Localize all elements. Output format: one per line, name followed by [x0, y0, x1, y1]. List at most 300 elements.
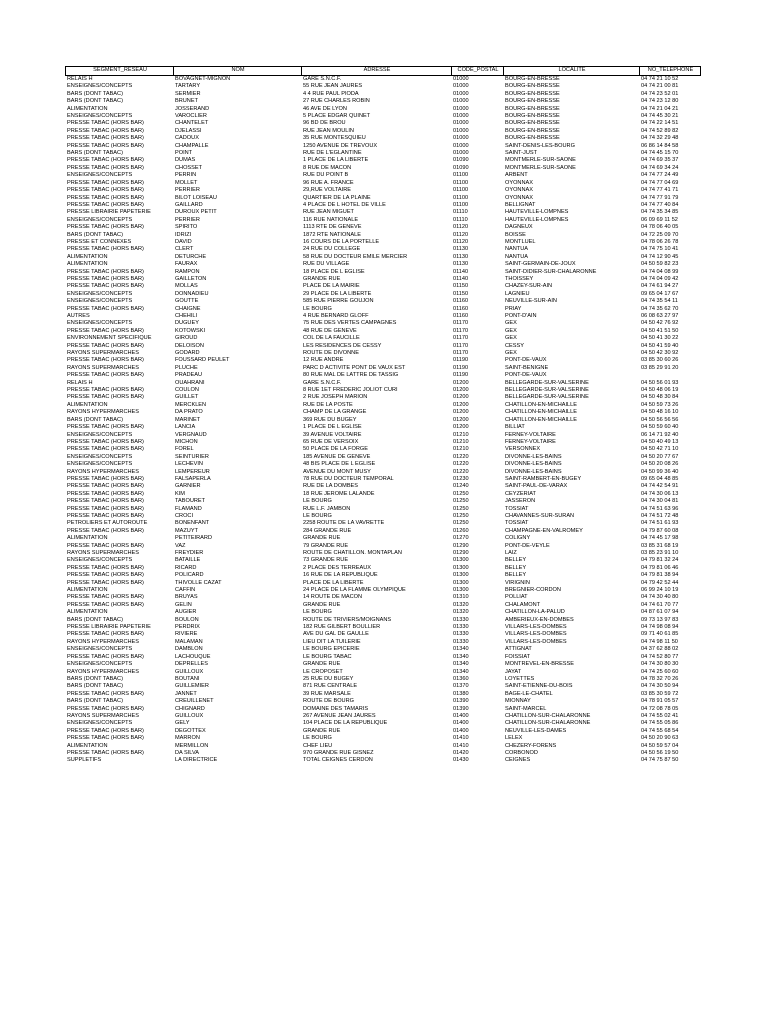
cell-adresse: 55 RUE JEAN JAURES	[303, 83, 363, 90]
cell-no-telephone: 04 78 06 40 05	[641, 224, 679, 231]
cell-code-postal: 01250	[453, 505, 469, 512]
cell-code-postal: 01200	[453, 394, 469, 401]
cell-no-telephone: 03 85 30 59 72	[641, 690, 679, 697]
cell-adresse: 8 RUE 1ET FREDERIC JOLIOT CURI	[303, 387, 398, 394]
cell-localite: BOURG-EN-BRESSE	[505, 76, 560, 82]
cell-nom: LACHOUQUE	[175, 653, 211, 660]
cell-localite: GEX	[505, 350, 517, 357]
cell-segment-reseau: ALIMENTATION	[67, 261, 108, 268]
cell-no-telephone: 04 50 20 08 26	[641, 461, 679, 468]
cell-no-telephone: 04 50 59 73 26	[641, 401, 679, 408]
cell-localite: SAINT-JUST	[505, 150, 538, 157]
cell-segment-reseau: PRESSE TABAC (HORS BAR)	[67, 594, 144, 601]
cell-no-telephone: 04 74 04 08 99	[641, 268, 679, 275]
cell-segment-reseau: PRESSE TABAC (HORS BAR)	[67, 653, 144, 660]
table-row	[66, 646, 701, 653]
table-row	[66, 498, 701, 505]
cell-adresse: 4 PLACE DE L HOTEL DE VILLE	[303, 201, 386, 208]
cell-code-postal: 01000	[453, 76, 469, 82]
table-row	[66, 224, 701, 231]
cell-adresse: 14 ROUTE DE MACON	[303, 594, 363, 601]
cell-localite: PONT-DE-VAUX	[505, 372, 547, 379]
cell-segment-reseau: PRESSE TABAC (HORS BAR)	[67, 446, 144, 453]
cell-localite: CHALAMONT	[505, 601, 541, 608]
table-row	[66, 543, 701, 550]
cell-nom: CHAMPALLE	[175, 142, 209, 149]
cell-nom: GELY	[175, 720, 190, 727]
cell-code-postal: 01210	[453, 431, 469, 438]
cell-segment-reseau: ENSEIGNES/CONCEPTS	[67, 453, 133, 460]
cell-no-telephone: 04 50 48 16 10	[641, 409, 679, 416]
cell-no-telephone: 04 74 21 00 81	[641, 83, 679, 90]
table-row	[66, 624, 701, 631]
cell-code-postal: 01200	[453, 409, 469, 416]
table-row	[66, 572, 701, 579]
cell-no-telephone: 04 50 41 30 22	[641, 335, 679, 342]
cell-nom: PERRIER	[175, 216, 200, 223]
cell-adresse: 970 GRANDE RUE GISNEZ	[303, 749, 374, 756]
cell-segment-reseau: RAYONS SUPERMARCHES	[67, 364, 140, 371]
cell-code-postal: 01110	[453, 216, 468, 223]
cell-adresse: RUE DE L'EGLANTINE	[303, 150, 362, 157]
cell-adresse: 50 PLACE DE LA FORGE	[303, 446, 368, 453]
cell-segment-reseau: PRESSE TABAC (HORS BAR)	[67, 327, 144, 334]
table-row	[66, 698, 701, 705]
cell-segment-reseau: PRESSE TABAC (HORS BAR)	[67, 690, 144, 697]
table-row	[66, 757, 701, 764]
cell-nom: GARNIER	[175, 483, 201, 490]
table-row	[66, 735, 701, 742]
cell-segment-reseau: PRESSE TABAC (HORS BAR)	[67, 283, 144, 290]
cell-segment-reseau: PRESSE TABAC (HORS BAR)	[67, 705, 144, 712]
cell-adresse: PARC D ACTIVITE PONT DE VAUX EST	[303, 364, 406, 371]
cell-code-postal: 01140	[453, 275, 469, 282]
cell-adresse: 1250 AVENUE DE TREVOUX	[303, 142, 378, 149]
cell-localite: CHAMPAGNE-EN-VALROMEY	[505, 527, 583, 534]
table-row	[66, 365, 701, 372]
cell-code-postal: 01090	[453, 157, 469, 164]
table-row	[66, 713, 701, 720]
cell-localite: BOURG-EN-BRESSE	[505, 90, 560, 97]
cell-no-telephone: 06 14 71 92 40	[641, 431, 679, 438]
cell-localite: DIVONNE-LES-BAINS	[505, 468, 562, 475]
cell-code-postal: 01170	[453, 350, 469, 357]
cell-segment-reseau: RAYONS HYPERMARCHES	[67, 668, 140, 675]
cell-no-telephone: 04 74 55 68 54	[641, 727, 679, 734]
cell-localite: SAINT-MARCEL	[505, 705, 547, 712]
table-row	[66, 291, 701, 298]
cell-segment-reseau: ENSEIGNES/CONCEPTS	[67, 661, 133, 668]
cell-segment-reseau: ALIMENTATION	[67, 253, 108, 260]
cell-no-telephone: 04 74 23 12 80	[641, 98, 679, 105]
cell-localite: CHATILLON-SUR-CHALARONNE	[505, 720, 591, 727]
cell-no-telephone: 04 74 35 54 11	[641, 298, 678, 305]
cell-adresse: 25 RUE DU BUGEY	[303, 675, 354, 682]
cell-nom: MALAMAN	[175, 638, 203, 645]
cell-segment-reseau: ENSEIGNES/CONCEPTS	[67, 172, 133, 179]
cell-code-postal: 01200	[453, 379, 469, 386]
cell-adresse: ROUTE DE TRIVIERS/MOIGNANS	[303, 616, 392, 623]
cell-adresse: LE BOURG EPICERIE	[303, 646, 360, 653]
cell-localite: TOSSIAT	[505, 505, 529, 512]
table-row	[66, 261, 701, 268]
cell-code-postal: 01200	[453, 424, 469, 431]
cell-code-postal: 01000	[453, 90, 469, 97]
cell-adresse: 2 PLACE DES TERREAUX	[303, 564, 371, 571]
cell-code-postal: 01000	[453, 105, 469, 112]
cell-nom: PERRIER	[175, 187, 200, 194]
cell-adresse: 96 BD DE BROU	[303, 120, 346, 127]
cell-code-postal: 01130	[453, 246, 469, 253]
cell-adresse: 8 RUE DE MACON	[303, 164, 352, 171]
cell-nom: POLICARD	[175, 572, 204, 579]
cell-segment-reseau: PRESSE TABAC (HORS BAR)	[67, 542, 144, 549]
cell-adresse: 1872 RTE NATIONALE	[303, 231, 361, 238]
cell-code-postal: 01000	[453, 127, 469, 134]
cell-segment-reseau: PRESSE TABAC (HORS BAR)	[67, 246, 144, 253]
cell-no-telephone: 04 74 45 15 70	[641, 150, 679, 157]
cell-localite: VERSONNEX	[505, 446, 541, 453]
cell-no-telephone: 03 85 31 68 19	[641, 542, 679, 549]
cell-segment-reseau: RELAIS H	[67, 76, 93, 82]
cell-segment-reseau: PRESSE TABAC (HORS BAR)	[67, 201, 144, 208]
cell-no-telephone: 04 74 98 08 94	[641, 624, 679, 631]
table-row	[66, 283, 701, 290]
cell-code-postal: 01100	[453, 187, 469, 194]
cell-code-postal: 01100	[453, 194, 469, 201]
cell-no-telephone: 04 74 45 30 21	[641, 113, 679, 120]
cell-code-postal: 01090	[453, 164, 469, 171]
table-row	[66, 128, 701, 135]
cell-localite: COLIGNY	[505, 535, 531, 542]
cell-adresse: 27 RUE CHARLES ROBIN	[303, 98, 370, 105]
cell-code-postal: 01320	[453, 601, 469, 608]
table-row	[66, 520, 701, 527]
cell-segment-reseau: PRESSE TABAC (HORS BAR)	[67, 268, 144, 275]
cell-localite: SAINT-PAUL-DE-VARAX	[505, 483, 568, 490]
cell-no-telephone: 04 74 61 94 27	[641, 283, 679, 290]
cell-adresse: 35 RUE MONTESQUIEU	[303, 135, 366, 142]
cell-no-telephone: 04 74 52 80 77	[641, 653, 679, 660]
table-row	[66, 98, 701, 105]
cell-code-postal: 01390	[453, 705, 469, 712]
cell-localite: MONTMERLE-SUR-SAONE	[505, 164, 576, 171]
cell-no-telephone: 04 50 48 06 19	[641, 387, 679, 394]
cell-nom: SPIRITO	[175, 224, 198, 231]
cell-nom: DUMAS	[175, 157, 196, 164]
cell-no-telephone: 04 74 51 61 93	[641, 520, 679, 527]
cell-nom: FOREL	[175, 446, 194, 453]
cell-code-postal: 01270	[453, 535, 469, 542]
cell-adresse: RUE DE LA DOMBES	[303, 483, 359, 490]
cell-nom: DJELASSI	[175, 127, 202, 134]
cell-adresse: ROUTE DE CHATILLON. MONTAPLAN	[303, 550, 402, 556]
cell-code-postal: 01170	[453, 327, 469, 334]
cell-adresse: RUE DE LA POSTE	[303, 401, 353, 408]
cell-code-postal: 01250	[453, 490, 469, 497]
table-row	[66, 654, 701, 661]
cell-code-postal: 01340	[453, 653, 469, 660]
cell-no-telephone: 04 74 42 54 91	[641, 483, 679, 490]
table-row	[66, 565, 701, 572]
cell-no-telephone: 04 74 75 10 41	[641, 246, 679, 253]
cell-nom: GUILLEMIER	[175, 683, 209, 690]
cell-adresse: GRANDE RUE	[303, 535, 341, 542]
cell-no-telephone: 04 50 41 51 50	[641, 327, 679, 334]
table-row	[66, 535, 701, 542]
cell-no-telephone: 04 74 04 09 42	[641, 275, 679, 282]
cell-segment-reseau: ENSEIGNES/CONCEPTS	[67, 431, 133, 438]
cell-code-postal: 01170	[453, 335, 469, 342]
cell-nom: OUAHRANI	[175, 379, 205, 386]
table-row	[66, 135, 701, 142]
cell-segment-reseau: PRESSE TABAC (HORS BAR)	[67, 187, 144, 194]
table-row	[66, 661, 701, 668]
cell-segment-reseau: ALIMENTATION	[67, 105, 108, 112]
table-row	[66, 706, 701, 713]
table-row	[66, 461, 701, 468]
table-row	[66, 357, 701, 364]
cell-localite: MONTLUEL	[505, 238, 536, 245]
cell-nom: DETURCHE	[175, 253, 207, 260]
cell-localite: TOSSIAT	[505, 520, 529, 527]
cell-nom: BRUNET	[175, 98, 198, 105]
cell-nom: PERRIN	[175, 172, 197, 179]
cell-adresse: LE BOURG	[303, 305, 332, 312]
cell-segment-reseau: PRESSE TABAC (HORS BAR)	[67, 342, 144, 349]
cell-no-telephone: 04 72 25 09 70	[641, 231, 679, 238]
cell-adresse: 79 GRANDE RUE	[303, 542, 349, 549]
table-row	[66, 195, 701, 202]
cell-segment-reseau: PRESSE TABAC (HORS BAR)	[67, 275, 144, 282]
cell-segment-reseau: ENSEIGNES/CONCEPTS	[67, 720, 133, 727]
cell-nom: THIVOLLE CAZAT	[175, 579, 222, 586]
cell-nom: JANNET	[175, 690, 197, 697]
cell-code-postal: 01310	[453, 594, 469, 601]
cell-code-postal: 01300	[453, 564, 469, 571]
column-header-segment-reseau: SEGMENT_RESEAU	[66, 67, 174, 76]
cell-segment-reseau: PRESSE TABAC (HORS BAR)	[67, 120, 144, 127]
cell-adresse: ROUTE DE DIVONNE	[303, 350, 359, 357]
cell-localite: BOURG-EN-BRESSE	[505, 135, 560, 142]
cell-code-postal: 01330	[453, 638, 469, 645]
table-row	[66, 172, 701, 179]
cell-code-postal: 01150	[453, 283, 469, 290]
cell-no-telephone: 04 74 77 24 49	[641, 172, 679, 179]
table-row	[66, 306, 701, 313]
cell-nom: CHANTELET	[175, 120, 209, 127]
cell-localite: PONT-DE-VAUX	[505, 357, 547, 364]
cell-localite: CHAVANNES-SUR-SURAN	[505, 512, 575, 519]
cell-no-telephone: 04 50 59 82 23	[641, 261, 679, 268]
cell-code-postal: 01170	[453, 320, 469, 327]
cell-adresse: 16 COURS DE LA PORTELLE	[303, 238, 380, 245]
table-row	[66, 143, 701, 150]
cell-code-postal: 01000	[453, 113, 469, 120]
cell-code-postal: 01330	[453, 616, 469, 623]
cell-no-telephone: 04 74 21 04 21	[641, 105, 679, 112]
cell-code-postal: 01240	[453, 483, 469, 490]
cell-adresse: DOMAINE DES TAMARIS	[303, 705, 369, 712]
cell-adresse: 2258 ROUTE DE LA VAVRETTE	[303, 520, 385, 527]
table-row	[66, 528, 701, 535]
cell-nom: DEGOTTEX	[175, 727, 206, 734]
cell-nom: GODARD	[175, 350, 200, 357]
cell-nom: AUGIER	[175, 609, 197, 616]
cell-segment-reseau: PRESSE TABAC (HORS BAR)	[67, 498, 144, 505]
cell-adresse: 73 GRANDE RUE	[303, 557, 349, 564]
cell-adresse: GRANDE RUE	[303, 601, 341, 608]
cell-adresse: 5 PLACE EDGAR QUINET	[303, 113, 371, 120]
cell-adresse: RUE DU POINT B	[303, 172, 349, 179]
cell-code-postal: 01110	[453, 209, 468, 216]
cell-localite: VILLARS-LES-DOMBES	[505, 624, 567, 631]
cell-no-telephone: 04 74 23 52 01	[641, 90, 679, 97]
cell-adresse: LE BOURG	[303, 498, 332, 505]
table-row	[66, 609, 701, 616]
cell-segment-reseau: ENSEIGNES/CONCEPTS	[67, 216, 133, 223]
cell-no-telephone: 03 85 29 91 20	[641, 364, 679, 371]
cell-adresse: RUE DU VILLAGE	[303, 261, 350, 268]
table-row	[66, 217, 701, 224]
table-row	[66, 91, 701, 98]
table-row	[66, 387, 701, 394]
cell-no-telephone: 04 74 77 40 84	[641, 201, 679, 208]
cell-segment-reseau: PRESSE TABAC (HORS BAR)	[67, 127, 144, 134]
cell-adresse: 4 4 RUE PAUL PIODA	[303, 90, 359, 97]
cell-no-telephone: 04 50 41 59 40	[641, 342, 679, 349]
cell-localite: ATTIGNAT	[505, 646, 532, 653]
cell-segment-reseau: ENSEIGNES/CONCEPTS	[67, 646, 133, 653]
cell-localite: SAINT-DIDIER-SUR-CHALARONNE	[505, 268, 597, 275]
cell-segment-reseau: PRESSE TABAC (HORS BAR)	[67, 142, 144, 149]
cell-adresse: QUARTIER DE LA PLAINE	[303, 194, 371, 201]
cell-code-postal: 01210	[453, 446, 469, 453]
cell-no-telephone: 04 74 35 62 70	[641, 305, 679, 312]
table-row	[66, 254, 701, 261]
cell-adresse: 1113 RTE DE GENEVE	[303, 224, 362, 231]
cell-nom: DUROUX PETIT	[175, 209, 217, 216]
cell-code-postal: 01420	[453, 749, 469, 756]
table-row	[66, 483, 701, 490]
cell-segment-reseau: PRESSE TABAC (HORS BAR)	[67, 135, 144, 142]
cell-code-postal: 01430	[453, 757, 469, 764]
cell-segment-reseau: PRESSE TABAC (HORS BAR)	[67, 572, 144, 579]
cell-no-telephone: 06 86 14 84 58	[641, 142, 679, 149]
cell-segment-reseau: PRESSE ET CONNEXES	[67, 238, 132, 245]
cell-localite: PRIAY	[505, 305, 522, 312]
cell-nom: BOVAGNET-MIGNON	[175, 76, 231, 82]
cell-nom: DEPRELLES	[175, 661, 208, 668]
cell-nom: LANCIA	[175, 424, 196, 431]
cell-no-telephone: 04 72 08 78 05	[641, 705, 679, 712]
cell-code-postal: 01250	[453, 520, 469, 527]
cell-segment-reseau: ALIMENTATION	[67, 742, 108, 749]
cell-no-telephone: 04 74 51 63 96	[641, 505, 679, 512]
cell-no-telephone: 04 74 22 14 51	[641, 120, 679, 127]
cell-localite: FOISSIAT	[505, 653, 531, 660]
cell-nom: KIM	[175, 490, 185, 497]
cell-nom: MERMILLON	[175, 742, 209, 749]
cell-code-postal: 01380	[453, 690, 469, 697]
cell-code-postal: 01250	[453, 512, 469, 519]
cell-localite: BELLIGNAT	[505, 201, 536, 208]
cell-no-telephone: 04 74 75 87 50	[641, 757, 679, 764]
cell-segment-reseau: PRESSE TABAC (HORS BAR)	[67, 372, 144, 379]
table-row	[66, 602, 701, 609]
cell-nom: DA SILVA	[175, 749, 200, 756]
cell-adresse: LIEU DIT LA TUILERIE	[303, 638, 361, 645]
cell-localite: BOURG-EN-BRESSE	[505, 127, 560, 134]
cell-adresse: ROUTE DE BOURG	[303, 698, 354, 705]
cell-localite: BELLEGARDE-SUR-VALSERINE	[505, 379, 589, 386]
cell-code-postal: 01140	[453, 268, 469, 275]
cell-code-postal: 01320	[453, 609, 469, 616]
table-row	[66, 150, 701, 157]
cell-localite: BILLIAT	[505, 424, 525, 431]
cell-segment-reseau: RAYONS HYPERMARCHES	[67, 409, 140, 416]
cell-adresse: 65 RUE DE VERSOIX	[303, 438, 359, 445]
cell-segment-reseau: SUPPLETIFS	[67, 757, 102, 764]
table-row	[66, 691, 701, 698]
cell-adresse: 104 PLACE DE LA REPUBLIQUE	[303, 720, 388, 727]
table-row	[66, 409, 701, 416]
cell-nom: RAMPON	[175, 268, 200, 275]
cell-segment-reseau: PRESSE TABAC (HORS BAR)	[67, 735, 144, 742]
cell-segment-reseau: PRESSE TABAC (HORS BAR)	[67, 357, 144, 364]
cell-code-postal: 01390	[453, 698, 469, 705]
cell-adresse: 185 AVENUE DE GENEVE	[303, 453, 371, 460]
cell-adresse: 24 RUE DU COLLEGE	[303, 246, 361, 253]
cell-nom: GELIN	[175, 601, 192, 608]
cell-no-telephone: 04 50 42 76 92	[641, 320, 679, 327]
cell-no-telephone: 04 74 30 50 94	[641, 683, 679, 690]
cell-adresse: 1 PLACE DE L EGLISE	[303, 424, 362, 431]
cell-nom: DAVID	[175, 238, 192, 245]
cell-nom: MICHON	[175, 438, 198, 445]
cell-segment-reseau: ALIMENTATION	[67, 587, 108, 594]
cell-code-postal: 01250	[453, 498, 469, 505]
cell-adresse: COL DE LA FAUCILLE	[303, 335, 360, 342]
cell-localite: BOURG-EN-BRESSE	[505, 83, 560, 90]
cell-nom: BOUTANI	[175, 675, 200, 682]
cell-nom: LEMPEREUR	[175, 468, 210, 475]
cell-nom: GAILLARD	[175, 201, 203, 208]
cell-code-postal: 01220	[453, 453, 469, 460]
cell-no-telephone: 09 65 04 17 67	[641, 290, 679, 297]
cell-segment-reseau: PRESSE TABAC (HORS BAR)	[67, 512, 144, 519]
cell-adresse: 48 BIS PLACE DE L EGLISE	[303, 461, 376, 468]
cell-code-postal: 01340	[453, 646, 469, 653]
cell-nom: BATAILLE	[175, 557, 201, 564]
cell-nom: GAILLETON	[175, 275, 207, 282]
table-row	[66, 750, 701, 757]
cell-no-telephone: 04 79 87 60 08	[641, 527, 679, 534]
table-row	[66, 469, 701, 476]
cell-segment-reseau: PRESSE TABAC (HORS BAR)	[67, 579, 144, 586]
cell-localite: BOISSE	[505, 231, 526, 238]
cell-nom: GUILLET	[175, 394, 199, 401]
cell-nom: MOLLAS	[175, 283, 198, 290]
cell-adresse: 29 PLACE DE LA LIBERTE	[303, 290, 372, 297]
cell-nom: CROCI	[175, 512, 194, 519]
cell-no-telephone: 09 65 04 48 85	[641, 475, 679, 482]
table-row	[66, 76, 701, 84]
cell-localite: LOYETTES	[505, 675, 535, 682]
cell-no-telephone: 04 74 61 70 77	[641, 601, 679, 608]
cell-segment-reseau: PRESSE LIBRAIRIE PAPETERIE	[67, 209, 151, 216]
cell-code-postal: 01120	[453, 238, 469, 245]
